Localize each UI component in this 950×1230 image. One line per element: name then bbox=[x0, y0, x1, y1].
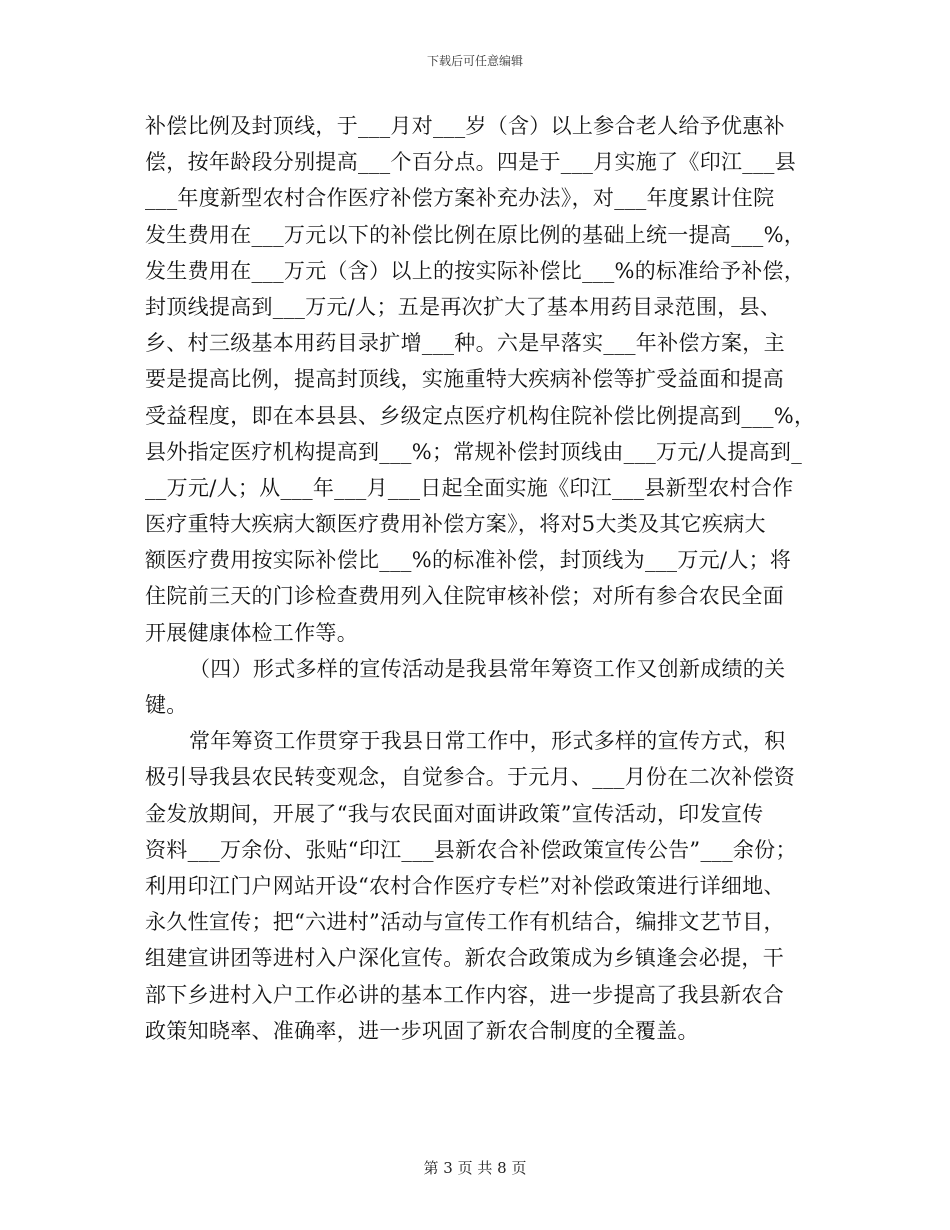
text-line: 部下乡进村入户工作必讲的基本工作内容，进一步提高了我县新农合 bbox=[145, 982, 784, 1007]
text-line: 组建宣讲团等进村入户深化宣传。新农合政策成为乡镇逢会必提，干 bbox=[145, 946, 784, 971]
text-line: 开展健康体检工作等。 bbox=[145, 620, 358, 645]
text-line: __万元/人；从___年___月___日起全面实施《印江___县新型农村合作 bbox=[145, 475, 794, 500]
text-line: 补偿比例及封顶线，于___月对___岁（含）以上参合老人给予优惠补 bbox=[145, 114, 785, 138]
text-line: 县外指定医疗机构提高到___%；常规补偿封顶线由___万元/人提高到_ bbox=[145, 439, 803, 464]
text-line: 永久性宣传；把“六进村”活动与宣传工作有机结合，编排文艺节目， bbox=[145, 910, 785, 935]
section-heading-line: 键。 bbox=[145, 693, 188, 717]
text-line: 发生费用在___万元（含）以上的按实际补偿比___%的标准给予补偿， bbox=[145, 258, 806, 283]
text-line: 常年筹资工作贯穿于我县日常工作中，形式多样的宣传方式，积 bbox=[189, 729, 786, 754]
text-line: 医疗重特大疾病大额医疗费用补偿方案》，将对5大类及其它疾病大 bbox=[145, 512, 766, 537]
text-line: 政策知晓率、准确率，进一步巩固了新农合制度的全覆盖。 bbox=[145, 1018, 699, 1043]
text-line: 受益程度，即在本县县、乡级定点医疗机构住院补偿比例提高到___%， bbox=[145, 403, 816, 428]
text-line: 金发放期间，开展了“我与农民面对面讲政策”宣传活动，印发宣传 bbox=[145, 801, 764, 826]
section-heading-line: （四）形式多样的宣传活动是我县常年筹资工作又创新成绩的关 bbox=[189, 656, 786, 681]
text-line: 要是提高比例，提高封顶线，实施重特大疾病补偿等扩受益面和提高 bbox=[145, 367, 784, 392]
text-line: 封顶线提高到___万元/人；五是再次扩大了基本用药目录范围，县、 bbox=[145, 294, 782, 319]
text-line: 住院前三天的门诊检查费用列入住院审核补偿；对所有参合农民全面 bbox=[145, 584, 784, 609]
text-line: 资料___万余份、张贴“印江___县新农合补偿政策宣传公告”___余份； bbox=[145, 837, 797, 862]
text-line: 额医疗费用按实际补偿比___%的标准补偿，封顶线为___万元/人；将 bbox=[145, 548, 792, 573]
text-line: 发生费用在___万元以下的补偿比例在原比例的基础上统一提高___%， bbox=[145, 222, 806, 247]
text-line: 利用印江门户网站开设“农村合作医疗专栏”对补偿政策进行详细地、 bbox=[145, 873, 785, 898]
text-line: 极引导我县农民转变观念，自觉参合。于元月、___月份在二次补偿资 bbox=[145, 765, 796, 790]
text-line: ___年度新型农村合作医疗补偿方案补充办法》，对___年度累计住院 bbox=[145, 186, 775, 211]
document-body bbox=[145, 108, 815, 1049]
page-number: 第 3 页 共 8 页 bbox=[423, 1159, 527, 1177]
text-line: 偿，按年龄段分别提高___个百分点。四是于___月实施了《印江___县 bbox=[145, 150, 796, 175]
page-header-note: 下载后可任意编辑 bbox=[426, 54, 523, 68]
text-line: 乡、村三级基本用药目录扩增___种。六是早落实___年补偿方案，主 bbox=[145, 331, 785, 356]
